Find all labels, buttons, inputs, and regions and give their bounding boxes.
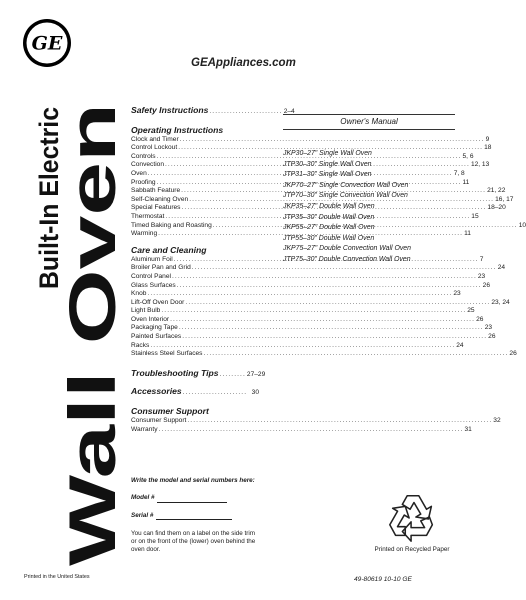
toc-entry[interactable] — [131, 264, 506, 273]
serial-label: Serial # — [131, 511, 154, 519]
toc-entry-label: Warranty — [131, 425, 158, 433]
toc-entry-pages: 10 — [518, 221, 526, 229]
toc-dots — [182, 333, 487, 342]
toc-entry[interactable] — [131, 425, 472, 435]
toc-entry-pages: 12, 13 — [470, 161, 490, 169]
toc-troubleshooting-pages: 27–29 — [246, 370, 266, 378]
ge-logo-text: GE — [31, 32, 63, 55]
toc-entry[interactable] — [131, 315, 484, 325]
toc-entry[interactable] — [131, 350, 517, 359]
toc-safety-pages: 2–4 — [283, 108, 295, 115]
toc-entry[interactable] — [131, 324, 493, 333]
toc-entry-pages: 26 — [509, 350, 517, 358]
toc-entry[interactable] — [131, 298, 510, 308]
toc-dots — [179, 324, 484, 333]
toc-entry-pages: 18–20 — [487, 204, 506, 212]
toc-entry-label: Sabbath Feature — [131, 187, 181, 195]
model-item: JKP75–27" Double Convection Wall Oven — [283, 245, 411, 253]
model-item: JTP70–30" Single Convection Wall Oven — [283, 192, 408, 200]
toc-dots — [187, 417, 492, 426]
toc-troubleshooting-label: Troubleshooting Tips — [131, 367, 219, 378]
toc-entry-label: Controls — [131, 152, 156, 160]
toc-consumer-list — [131, 417, 501, 434]
toc-entry-pages: 26 — [476, 315, 484, 323]
toc-entry[interactable] — [131, 135, 490, 145]
toc-entry-label: Packaging Tape — [131, 324, 178, 332]
toc-dots — [150, 342, 455, 351]
serial-field[interactable] — [131, 512, 261, 520]
toc-accessories-label: Accessories — [131, 386, 182, 397]
toc-entry-pages: 11 — [464, 230, 471, 238]
toc-entry-pages: 32 — [493, 417, 501, 425]
toc-entry-pages: 24 — [497, 264, 506, 272]
model-item: JKP70–27" Single Convection Wall Oven — [283, 181, 409, 189]
toc-troubleshooting[interactable] — [131, 367, 266, 380]
toc-entry-label: Clock and Timer — [131, 135, 179, 143]
toc-dots — [170, 316, 475, 325]
model-item: JKP35–27" Double Wall Oven — [283, 202, 375, 210]
serial-find-text: You can find them on a label on the side trim or on the front of the (lower) oven behind the oven door. — [131, 529, 256, 554]
toc-entry[interactable] — [131, 417, 501, 426]
toc-entry-pages: 7 — [479, 255, 484, 263]
toc-entry[interactable] — [131, 333, 496, 342]
toc-entry-pages: 26 — [488, 333, 496, 341]
toc-dots — [161, 307, 466, 316]
toc-entry-pages: 25 — [467, 307, 475, 315]
toc-entry-pages: 16, 17 — [495, 195, 514, 203]
toc-entry-label: Knob — [131, 290, 147, 298]
toc-consumer-heading: Consumer Support — [131, 406, 209, 417]
toc-entry-pages: 18 — [484, 144, 492, 152]
toc-entry-label: Warming — [131, 230, 158, 238]
cover-title-line2: Wall Oven — [55, 249, 129, 566]
model-item: JTP55–30" Double Wall Oven — [283, 234, 375, 242]
cover-title-line1: Built-In Electric — [34, 90, 64, 289]
toc-entry-pages: 21, 22 — [487, 187, 506, 195]
toc-operating-heading: Operating Instructions — [131, 124, 224, 135]
model-list — [283, 149, 455, 266]
toc-safety-label: Safety Instructions — [131, 105, 209, 115]
model-item: JTP35–30" Double Wall Oven — [283, 213, 375, 221]
toc-entry-label: Timed Baking and Roasting — [131, 221, 212, 229]
toc-dots — [159, 426, 464, 435]
toc-entry-label: Convection — [131, 161, 164, 169]
toc-entry-label: Consumer Support — [131, 417, 187, 425]
owners-manual-panel — [283, 114, 455, 266]
toc-entry-label: Control Lockout — [131, 144, 178, 152]
toc-entry-label: Control Panel — [131, 272, 171, 280]
toc-dots — [172, 273, 477, 282]
toc-entry-label: Thermostat — [131, 212, 165, 220]
toc-entry-label: Broiler Pan and Grid — [131, 264, 191, 272]
toc-dots: ...................... — [182, 389, 248, 397]
toc-consumer-section — [131, 406, 501, 434]
toc-dots — [192, 264, 497, 273]
toc-entry-pages: 7, 8 — [453, 169, 465, 177]
website-url[interactable]: GEAppliances.com — [191, 57, 296, 69]
model-field[interactable] — [131, 494, 261, 502]
model-item: JTP31–30" Single Wall Oven — [283, 171, 372, 179]
recycled-paper-note: Printed on Recycled Paper — [374, 546, 450, 553]
toc-entry-pages: 5, 6 — [462, 152, 474, 160]
toc-entry-pages: 24 — [456, 341, 464, 349]
toc-entry-label: Glass Surfaces — [131, 281, 176, 289]
model-label: Model # — [131, 494, 155, 502]
toc-entry[interactable] — [131, 307, 475, 316]
toc-dots: ......... — [219, 370, 246, 378]
toc-entry-pages: 23 — [453, 290, 461, 298]
toc-entry[interactable] — [131, 281, 490, 291]
toc-entry[interactable] — [131, 290, 461, 299]
document-number: 49-80619 10-10 GE — [354, 576, 412, 583]
cover-title — [22, 90, 129, 568]
toc-entry-label: Oven Interior — [131, 315, 170, 323]
toc-entry-pages: 26 — [482, 281, 490, 289]
toc-entry-pages: 31 — [464, 425, 472, 433]
toc-accessories[interactable] — [131, 387, 259, 398]
model-item: JKP55–27" Double Wall Oven — [283, 224, 375, 232]
toc-dots — [147, 290, 452, 299]
toc-entry-label: Lift-Off Oven Door — [131, 298, 185, 306]
toc-entry-label: Self-Cleaning Oven — [131, 195, 189, 203]
toc-entry[interactable] — [131, 341, 464, 351]
model-item: JKP30–27" Single Wall Oven — [283, 150, 372, 157]
toc-entry-label: Oven — [131, 169, 147, 177]
toc-dots — [177, 282, 482, 291]
toc-entry-pages: 15 — [471, 212, 479, 220]
toc-entry-pages: 23, 24 — [491, 298, 510, 306]
toc-entry-label: Painted Surfaces — [131, 333, 182, 341]
toc-dots: ......................... — [209, 108, 283, 115]
toc-entry-pages: 9 — [485, 135, 490, 143]
toc-dots — [203, 350, 508, 359]
printed-in-note: Printed in the United States — [24, 574, 90, 580]
toc-dots — [185, 299, 490, 308]
toc-entry-label: Racks — [131, 341, 150, 349]
toc-entry-label: Proofing — [131, 178, 156, 186]
toc-entry-label: Light Bulb — [131, 307, 161, 315]
serial-line[interactable] — [156, 513, 232, 520]
toc-accessories-pages: 30 — [251, 389, 259, 397]
toc-care-heading: Care and Cleaning — [131, 244, 207, 255]
toc-entry-label: Stainless Steel Surfaces — [131, 350, 203, 358]
toc-entry[interactable] — [131, 272, 486, 282]
serial-heading: Write the model and serial numbers here: — [131, 477, 255, 484]
toc-entry-label: Special Features — [131, 204, 181, 212]
recycle-icon — [384, 488, 442, 546]
owners-manual-title: Owner's Manual — [283, 114, 455, 130]
toc-entry-pages: 23 — [484, 324, 493, 332]
toc-entry-pages: 11 — [462, 178, 470, 186]
model-item: JTP75–30" Double Convection Wall Oven — [283, 255, 411, 263]
serial-number-box — [131, 477, 261, 555]
ge-logo — [22, 18, 72, 68]
model-line[interactable] — [157, 496, 227, 503]
toc-entry-label: Aluminum Foil — [131, 255, 173, 263]
toc-entry[interactable] — [131, 144, 492, 153]
toc-entry-pages: 23 — [477, 272, 486, 280]
model-item: JTP30–30" Single Wall Oven — [283, 160, 372, 168]
toc-safety[interactable] — [131, 105, 295, 117]
